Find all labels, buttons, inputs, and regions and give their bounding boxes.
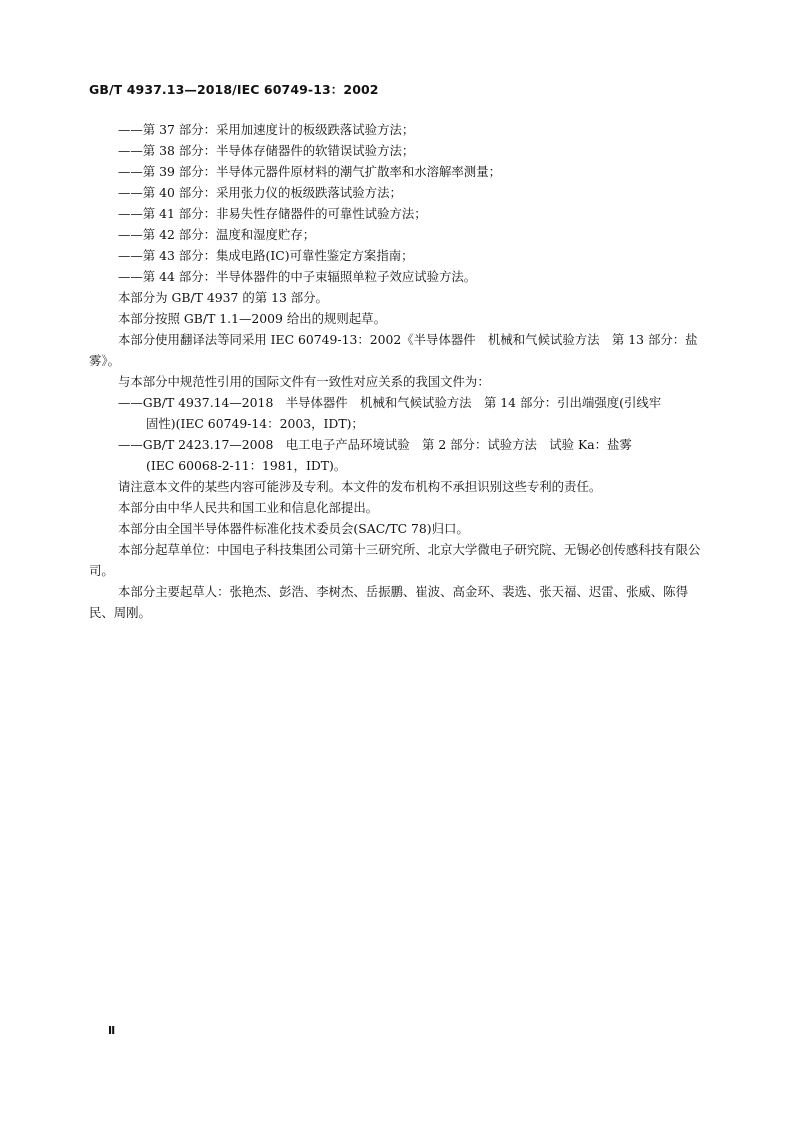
part-list-item: ——第 37 部分：采用加速度计的板级跌落试验方法； — [118, 122, 415, 137]
part-list-item: ——第 44 部分：半导体器件的中子束辐照单粒子效应试验方法。 — [118, 269, 477, 284]
paragraph-part-number: 本部分为 GB/T 4937 的第 13 部分。 — [118, 290, 328, 305]
paragraph-drafting-organizations: 本部分起草单位：中国电子科技集团公司第十三研究所、北京大学微电子研究院、无锡必创传感科技有限公司。 — [89, 542, 701, 578]
standard-code-header: GB/T 4937.13—2018/IEC 60749-13：2002 — [89, 82, 379, 97]
part-list-item: ——第 41 部分：非易失性存储器件的可靠性试验方法； — [118, 206, 427, 221]
part-list-item: ——第 43 部分：集成电路(IC)可靠性鉴定方案指南； — [118, 248, 414, 263]
page-number: Ⅱ — [108, 1024, 116, 1037]
foreword-body — [89, 119, 706, 623]
reference-item-line: (IEC 60068-2-11：1981，IDT)。 — [146, 458, 347, 473]
reference-item-line: ——GB/T 4937.14—2018 半导体器件 机械和气候试验方法 第 14 部分：引出端强度(引线牢 — [118, 395, 662, 410]
reference-item — [89, 392, 706, 434]
paragraph-adoption: 本部分使用翻译法等同采用 IEC 60749-13：2002《半导体器件 机械和气候试验方法 第 13 部分：盐雾》。 — [89, 332, 698, 368]
part-list-item: ——第 39 部分：半导体元器件原材料的潮气扩散率和水溶解率测量； — [118, 164, 501, 179]
paragraph-patent-notice: 请注意本文件的某些内容可能涉及专利。本文件的发布机构不承担识别这些专利的责任。 — [118, 479, 602, 494]
part-list-item: ——第 40 部分：采用张力仪的板级跌落试验方法； — [118, 185, 402, 200]
paragraph-technical-committee: 本部分由全国半导体器件标准化技术委员会(SAC/TC 78)归口。 — [118, 521, 469, 536]
part-list-item: ——第 42 部分：温度和湿度贮存； — [118, 227, 316, 242]
part-list-item: ——第 38 部分：半导体存储器件的软错误试验方法； — [118, 143, 415, 158]
paragraph-normative-references-intro: 与本部分中规范性引用的国际文件有一致性对应关系的我国文件为： — [118, 374, 490, 389]
reference-item-line: ——GB/T 2423.17—2008 电工电子产品环境试验 第 2 部分：试验方法 试验 Ka：盐雾 — [118, 437, 632, 452]
paragraph-drafters: 本部分主要起草人：张艳杰、彭浩、李树杰、岳振鹏、崔波、高金环、裴选、张天福、迟雷、张威、陈得民、周刚。 — [89, 584, 688, 620]
reference-item-line: 固性)(IEC 60749-14：2003，IDT)； — [146, 416, 364, 431]
paragraph-drafting-rules: 本部分按照 GB/T 1.1—2009 给出的规则起草。 — [118, 311, 386, 326]
reference-item — [89, 434, 706, 476]
paragraph-proposer: 本部分由中华人民共和国工业和信息化部提出。 — [118, 500, 379, 515]
